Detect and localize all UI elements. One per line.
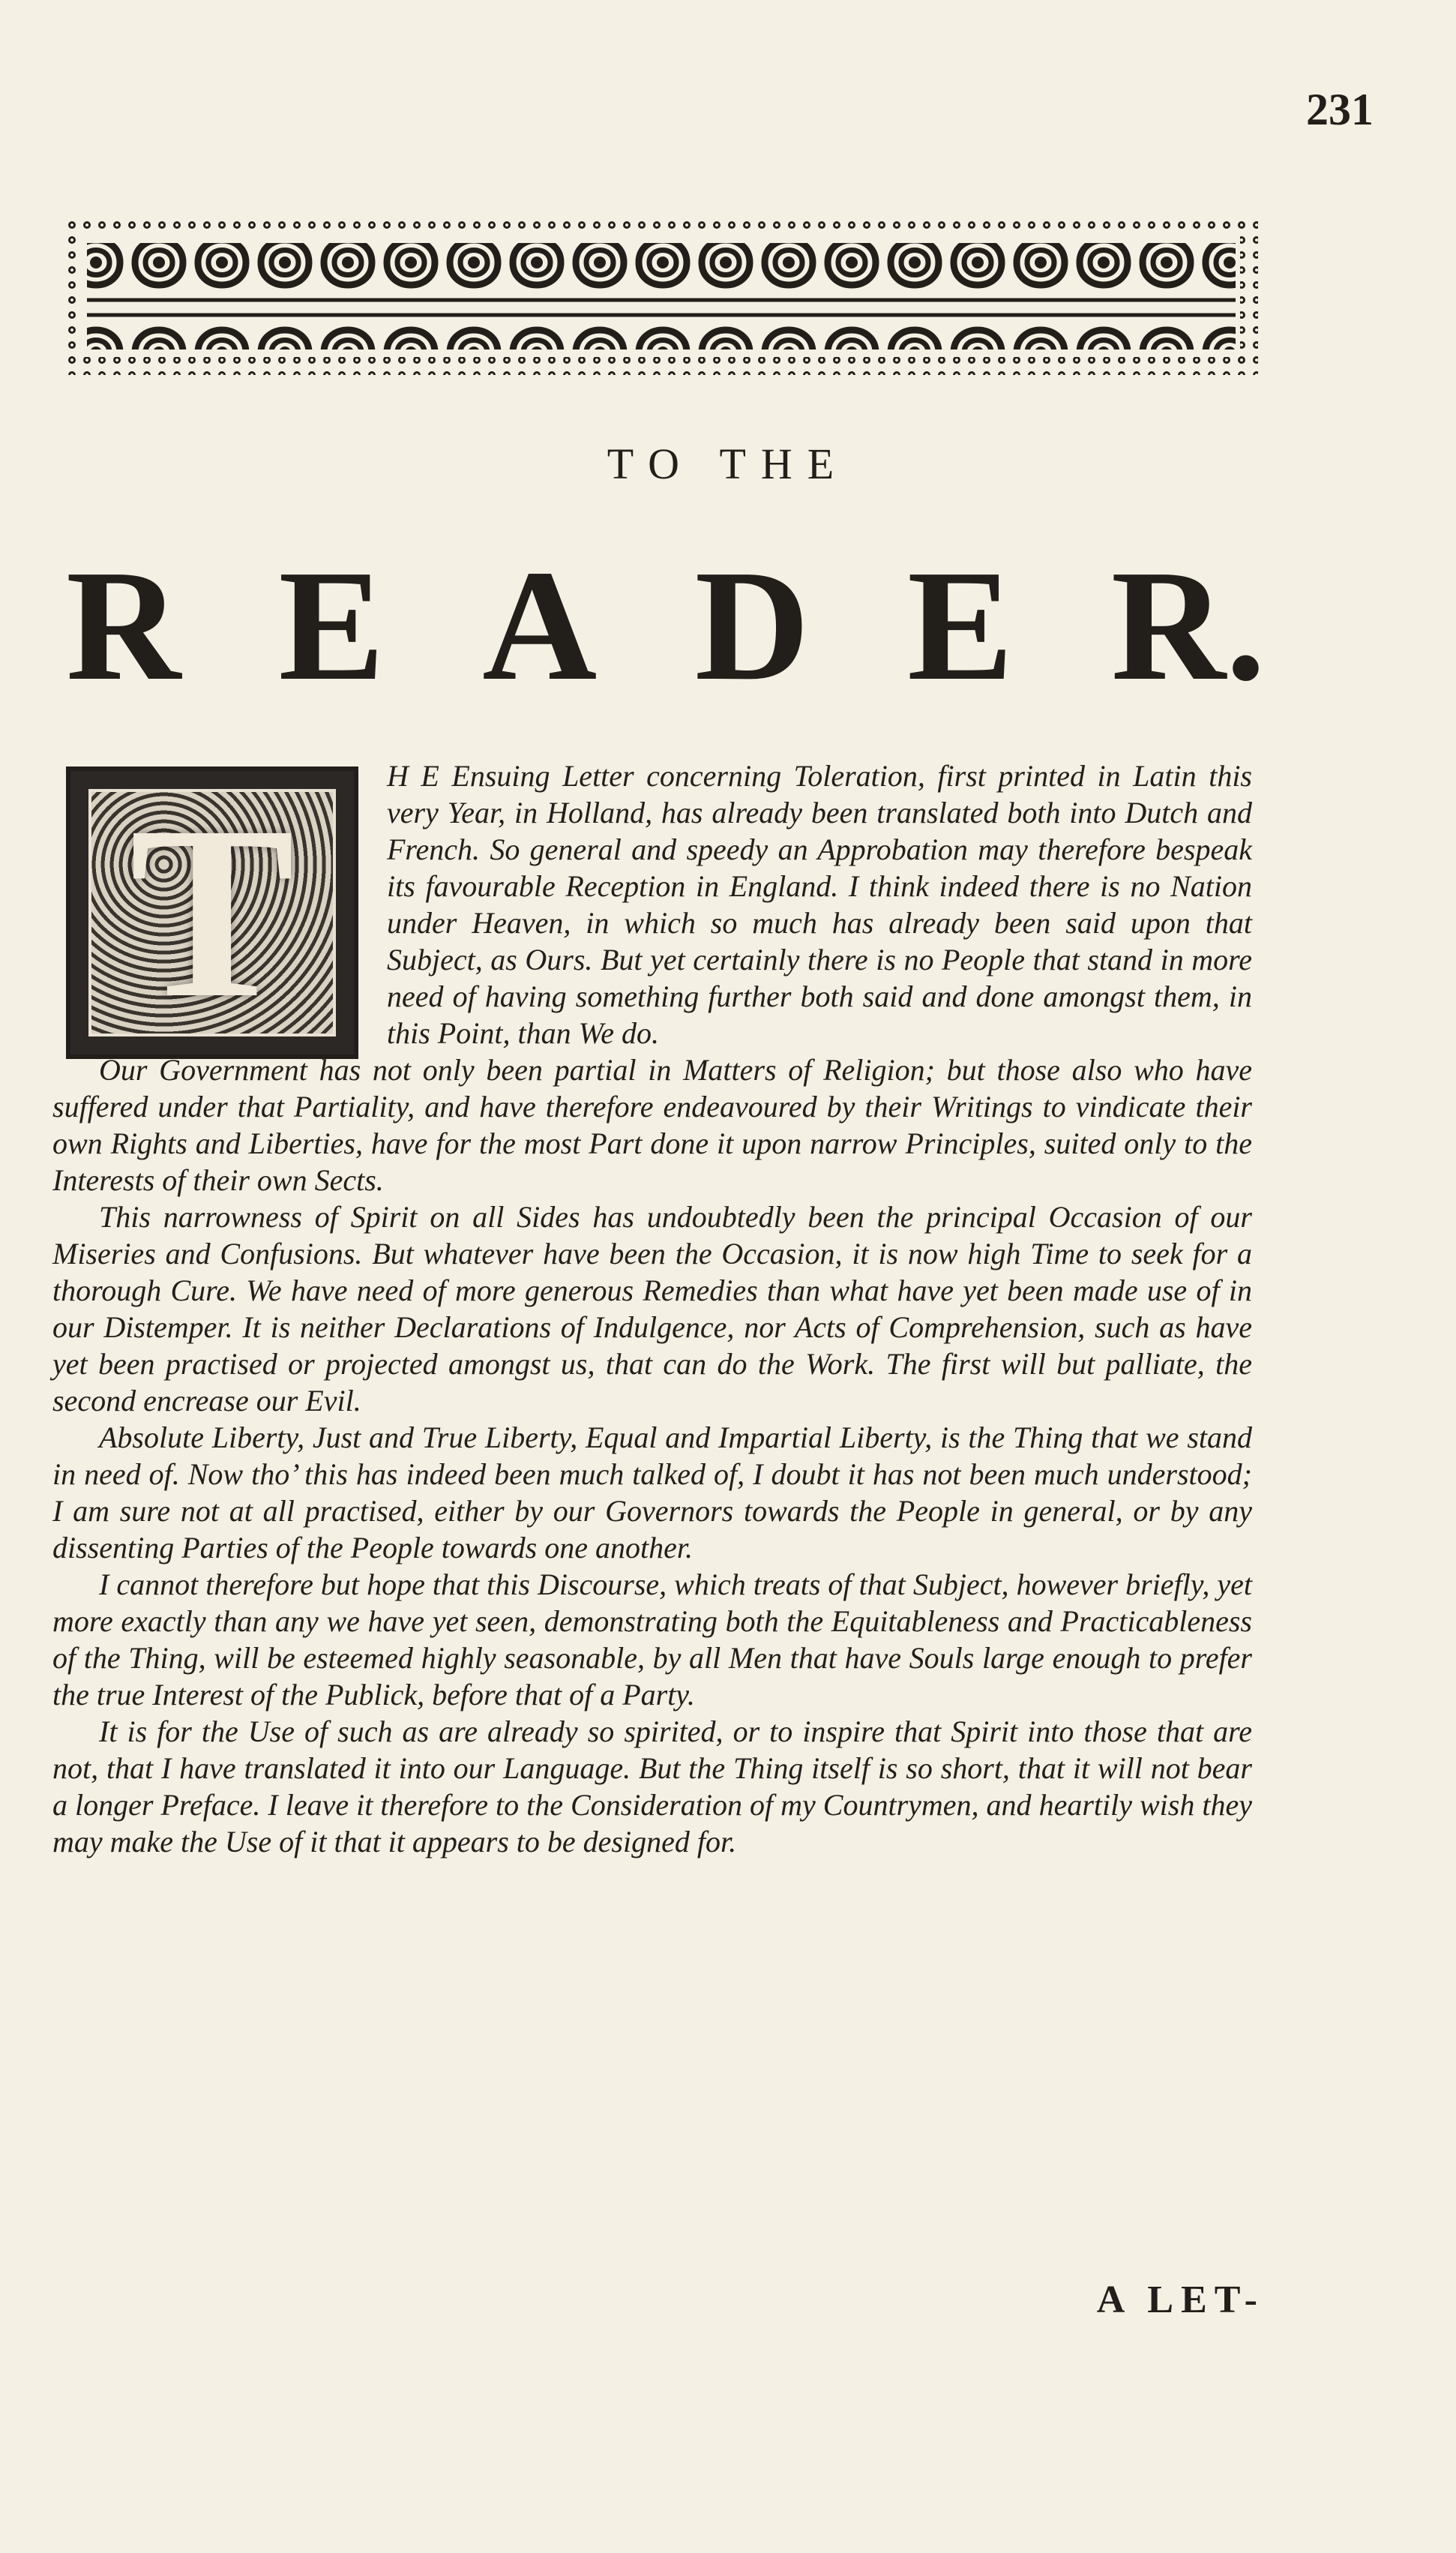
paragraph-4: Absolute Liberty, Just and True Liberty, Equal and Impartial Liberty, is the Thing that we stand in need of. Now tho’ this has indeed been much talked of, I doubt it has not been much understood; I am sure not at all practised, either by our Governors towards the People in general, or by any dissenting Parties of the People towards one another. (52, 1420, 1252, 1564)
paragraph-3: This narrowness of Spirit on all Sides has undoubtedly been the principal Occasion of our Miseries and Confusions. But whatever have been the Occasion, it is now high Time to seek for a thorough Cure. We have need of more generous Remedies than what have yet been made use of in our Distemper. It is neither Declarations of Indulgence, nor Acts of Comprehension, such as have yet been practised or projected amongst us, that can do the Work. The first will but palliate, the second encrease our Evil. (52, 1200, 1252, 1418)
paragraph-6: It is for the Use of such as are already so spirited, or to inspire that Spirit into those that are not, that I have translated it into our Language. But the Thing itself is so short, that it will not bear a longer Preface. I leave it therefore to the Consideration of my Countrymen, and heartily wish they may make the Use of it that it appears to be designed for. (52, 1714, 1252, 1858)
heading-to-the: TO THE (607, 440, 849, 488)
page-number: 231 (1306, 85, 1374, 134)
heading-letter: E (907, 537, 1014, 713)
drop-cap-letter: T (129, 789, 295, 1036)
catchword: A LET- (1096, 2278, 1265, 2321)
body-text (52, 758, 1252, 1860)
paragraph-2: Our Government has not only been partial in Matters of Religion; but those also who have suffered under that Partiality, and have therefore endeavoured by their Writings to vindicate their own Rights and Liberties, have for the most Part done it upon narrow Principles, suited only to the Interests of their own Sects. (52, 1053, 1252, 1197)
heading-letter: E (278, 537, 385, 713)
paragraph-1: H E Ensuing Letter concerning Toleration, first printed in Latin this very Year, in Holland, has already been translated both into Dutch and French. So general and speedy an Approbation may therefore bespeak its favourable Reception in England. I think indeed there is no Nation under Heaven, in which so much has already been said upon that Subject, as Ours. But yet certainly there is no People that stand in more need of having something further both said and done amongst them, in this Point, than We do. (387, 759, 1252, 1050)
heading-letter: R. (1110, 537, 1266, 713)
ornamental-headpiece (64, 218, 1258, 375)
heading-reader (66, 537, 1266, 713)
heading-letter: A (482, 537, 598, 713)
heading-letter: R (66, 537, 181, 713)
paragraph-5: I cannot therefore but hope that this Discourse, which treats of that Subject, however briefly, yet more exactly than any we have yet seen, demonstrating both the Equitableness and Practicableness of the Thing, will be esteemed highly seasonable, by all Men that have Souls large enough to prefer the true Interest of the Publick, before that of a Party. (52, 1568, 1252, 1712)
heading-letter: D (694, 537, 810, 713)
